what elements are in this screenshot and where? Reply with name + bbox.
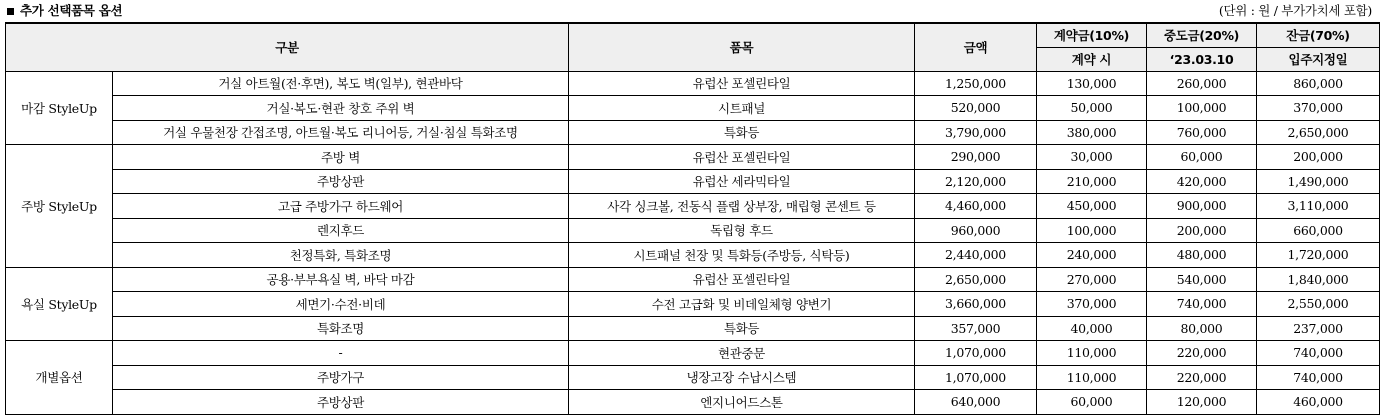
deposit-cell: 50,000 bbox=[1037, 96, 1147, 121]
area-cell: 주방가구 bbox=[113, 365, 569, 390]
group-name-cell: 개별옵션 bbox=[6, 341, 113, 415]
amount-cell: 640,000 bbox=[915, 390, 1037, 415]
deposit-cell: 270,000 bbox=[1037, 267, 1147, 292]
item-cell: 유럽산 포셀린타일 bbox=[569, 267, 915, 292]
amount-cell: 3,660,000 bbox=[915, 292, 1037, 317]
interim-cell: 220,000 bbox=[1147, 365, 1257, 390]
amount-cell: 2,440,000 bbox=[915, 243, 1037, 268]
header-amount: 금액 bbox=[915, 23, 1037, 71]
item-cell: 유럽산 세라믹타일 bbox=[569, 169, 915, 194]
area-cell: 거실 우물천장 간접조명, 아트월·복도 리니어등, 거실·침실 특화조명 bbox=[113, 120, 569, 145]
section-title-text: 추가 선택품목 옵션 bbox=[20, 3, 123, 18]
amount-cell: 357,000 bbox=[915, 316, 1037, 341]
amount-cell: 2,120,000 bbox=[915, 169, 1037, 194]
item-cell: 시트패널 bbox=[569, 96, 915, 121]
table-row bbox=[6, 96, 1380, 121]
header-balance-timing: 입주지정일 bbox=[1257, 47, 1380, 71]
amount-cell: 4,460,000 bbox=[915, 194, 1037, 219]
area-cell: 고급 주방가구 하드웨어 bbox=[113, 194, 569, 219]
table-row bbox=[6, 243, 1380, 268]
balance-cell: 3,110,000 bbox=[1257, 194, 1380, 219]
interim-cell: 740,000 bbox=[1147, 292, 1257, 317]
item-cell: 사각 싱크볼, 전동식 플랩 상부장, 매립형 콘센트 등 bbox=[569, 194, 915, 219]
header-item: 품목 bbox=[569, 23, 915, 71]
table-body bbox=[6, 71, 1380, 414]
item-cell: 특화등 bbox=[569, 316, 915, 341]
table-row bbox=[6, 71, 1380, 96]
area-cell: 거실 아트월(전·후면), 복도 벽(일부), 현관바닥 bbox=[113, 71, 569, 96]
area-cell: 특화조명 bbox=[113, 316, 569, 341]
deposit-cell: 210,000 bbox=[1037, 169, 1147, 194]
balance-cell: 1,720,000 bbox=[1257, 243, 1380, 268]
balance-cell: 740,000 bbox=[1257, 341, 1380, 366]
interim-cell: 100,000 bbox=[1147, 96, 1257, 121]
table-row bbox=[6, 365, 1380, 390]
area-cell: 주방 벽 bbox=[113, 145, 569, 170]
balance-cell: 1,840,000 bbox=[1257, 267, 1380, 292]
header-balance: 잔금(70%) bbox=[1257, 23, 1380, 47]
interim-cell: 420,000 bbox=[1147, 169, 1257, 194]
deposit-cell: 130,000 bbox=[1037, 71, 1147, 96]
item-cell: 현관중문 bbox=[569, 341, 915, 366]
deposit-cell: 110,000 bbox=[1037, 365, 1147, 390]
table-row bbox=[6, 390, 1380, 415]
header-interim: 중도금(20%) bbox=[1147, 23, 1257, 47]
interim-cell: 760,000 bbox=[1147, 120, 1257, 145]
deposit-cell: 380,000 bbox=[1037, 120, 1147, 145]
area-cell: - bbox=[113, 341, 569, 366]
area-cell: 주방상판 bbox=[113, 169, 569, 194]
item-cell: 엔지니어드스톤 bbox=[569, 390, 915, 415]
area-cell: 주방상판 bbox=[113, 390, 569, 415]
area-cell: 천정특화, 특화조명 bbox=[113, 243, 569, 268]
item-cell: 유럽산 포셀린타일 bbox=[569, 71, 915, 96]
balance-cell: 1,490,000 bbox=[1257, 169, 1380, 194]
deposit-cell: 450,000 bbox=[1037, 194, 1147, 219]
deposit-cell: 370,000 bbox=[1037, 292, 1147, 317]
interim-cell: 200,000 bbox=[1147, 218, 1257, 243]
area-cell: 세면기·수전·비데 bbox=[113, 292, 569, 317]
group-name-cell: 주방 StyleUp bbox=[6, 145, 113, 268]
option-price-table bbox=[5, 22, 1380, 415]
interim-cell: 260,000 bbox=[1147, 71, 1257, 96]
interim-cell: 220,000 bbox=[1147, 341, 1257, 366]
group-name-cell: 마감 StyleUp bbox=[6, 71, 113, 145]
area-cell: 거실·복도·현관 창호 주위 벽 bbox=[113, 96, 569, 121]
amount-cell: 1,250,000 bbox=[915, 71, 1037, 96]
item-cell: 특화등 bbox=[569, 120, 915, 145]
header-category: 구분 bbox=[6, 23, 569, 71]
balance-cell: 2,650,000 bbox=[1257, 120, 1380, 145]
table-row bbox=[6, 218, 1380, 243]
amount-cell: 1,070,000 bbox=[915, 365, 1037, 390]
deposit-cell: 240,000 bbox=[1037, 243, 1147, 268]
area-cell: 렌지후드 bbox=[113, 218, 569, 243]
interim-cell: 60,000 bbox=[1147, 145, 1257, 170]
table-header bbox=[6, 23, 1380, 71]
amount-cell: 520,000 bbox=[915, 96, 1037, 121]
interim-cell: 480,000 bbox=[1147, 243, 1257, 268]
item-cell: 시트패널 천장 및 특화등(주방등, 식탁등) bbox=[569, 243, 915, 268]
amount-cell: 2,650,000 bbox=[915, 267, 1037, 292]
deposit-cell: 40,000 bbox=[1037, 316, 1147, 341]
balance-cell: 237,000 bbox=[1257, 316, 1380, 341]
header-interim-timing: ‘23.03.10 bbox=[1147, 47, 1257, 71]
balance-cell: 740,000 bbox=[1257, 365, 1380, 390]
amount-cell: 960,000 bbox=[915, 218, 1037, 243]
interim-cell: 540,000 bbox=[1147, 267, 1257, 292]
table-row bbox=[6, 145, 1380, 170]
amount-cell: 290,000 bbox=[915, 145, 1037, 170]
interim-cell: 900,000 bbox=[1147, 194, 1257, 219]
item-cell: 유럽산 포셀린타일 bbox=[569, 145, 915, 170]
table-row bbox=[6, 267, 1380, 292]
interim-cell: 120,000 bbox=[1147, 390, 1257, 415]
balance-cell: 370,000 bbox=[1257, 96, 1380, 121]
item-cell: 수전 고급화 및 비데일체형 양변기 bbox=[569, 292, 915, 317]
table-row bbox=[6, 292, 1380, 317]
square-bullet-icon bbox=[7, 8, 14, 15]
balance-cell: 200,000 bbox=[1257, 145, 1380, 170]
balance-cell: 2,550,000 bbox=[1257, 292, 1380, 317]
section-title bbox=[6, 1, 122, 19]
table-row bbox=[6, 120, 1380, 145]
header-bar bbox=[6, 0, 1372, 20]
amount-cell: 3,790,000 bbox=[915, 120, 1037, 145]
deposit-cell: 30,000 bbox=[1037, 145, 1147, 170]
item-cell: 독립형 후드 bbox=[569, 218, 915, 243]
header-deposit: 계약금(10%) bbox=[1037, 23, 1147, 47]
item-cell: 냉장고장 수납시스템 bbox=[569, 365, 915, 390]
deposit-cell: 100,000 bbox=[1037, 218, 1147, 243]
amount-cell: 1,070,000 bbox=[915, 341, 1037, 366]
group-name-cell: 욕실 StyleUp bbox=[6, 267, 113, 341]
area-cell: 공용·부부욕실 벽, 바닥 마감 bbox=[113, 267, 569, 292]
table-row bbox=[6, 341, 1380, 366]
balance-cell: 660,000 bbox=[1257, 218, 1380, 243]
header-deposit-timing: 계약 시 bbox=[1037, 47, 1147, 71]
deposit-cell: 110,000 bbox=[1037, 341, 1147, 366]
balance-cell: 860,000 bbox=[1257, 71, 1380, 96]
table-row bbox=[6, 316, 1380, 341]
table-row bbox=[6, 169, 1380, 194]
balance-cell: 460,000 bbox=[1257, 390, 1380, 415]
table-row bbox=[6, 194, 1380, 219]
interim-cell: 80,000 bbox=[1147, 316, 1257, 341]
unit-note: (단위 : 원 / 부가가치세 포함) bbox=[1218, 3, 1372, 18]
deposit-cell: 60,000 bbox=[1037, 390, 1147, 415]
